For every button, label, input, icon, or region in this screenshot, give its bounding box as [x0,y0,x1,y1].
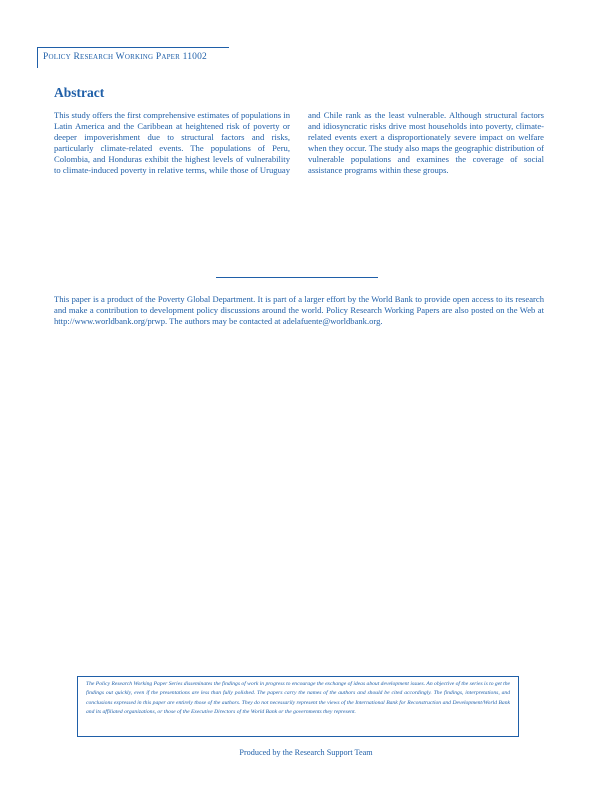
disclaimer-box [77,676,519,737]
abstract-text: This study offers the first comprehensive estimates of populations in Latin America and the Caribbean at heightened risk of poverty or deeper impoverishment due to structural factors and risks, particularly climate-related events. The populations of Peru, Colombia, and Honduras exhibit the highest levels of vulnerability to climate-induced poverty in relative terms, while those of Uruguay and Chile rank as the least vulnerable. Although structural factors and idiosyncratic risks drive most households into poverty, climate-related events exert a disproportionately severe impact on welfare when they occur. The study also maps the geographic distribution of vulnerable populations and examines the coverage of social assistance programs within these groups. [54,110,544,176]
series-label: Policy Research Working Paper 11002 [43,52,207,62]
abstract-title: Abstract [54,85,105,100]
footer-credit: Produced by the Research Support Team [239,748,373,757]
series-header-box [37,47,229,68]
section-divider [216,277,378,278]
abstract-body [54,110,544,177]
disclaimer-text: The Policy Research Working Paper Series disseminates the findings of work in progress to encourage the exchange of ideas about development issues. An objective of the series is to get the findings out quickly, even if the presentations are less than fully polished. The papers carry the names of the authors and should be cited accordingly. The findings, interpretations, and conclusions expressed in this paper are entirely those of the authors. They do not necessarily represent the views of the International Bank for Reconstruction and Development/World Bank and its affiliated organizations, or those of the Executive Directors of the World Bank or the governments they represent. [86,681,510,716]
product-note: This paper is a product of the Poverty Global Department. It is part of a larger effort by the World Bank to provide open access to its research and make a contribution to development policy discussions around the world. Policy Research Working Papers are also posted on the Web at http://www.worldbank.org/prwp. The authors may be contacted at adelafuente@worldbank.org. [54,294,544,327]
